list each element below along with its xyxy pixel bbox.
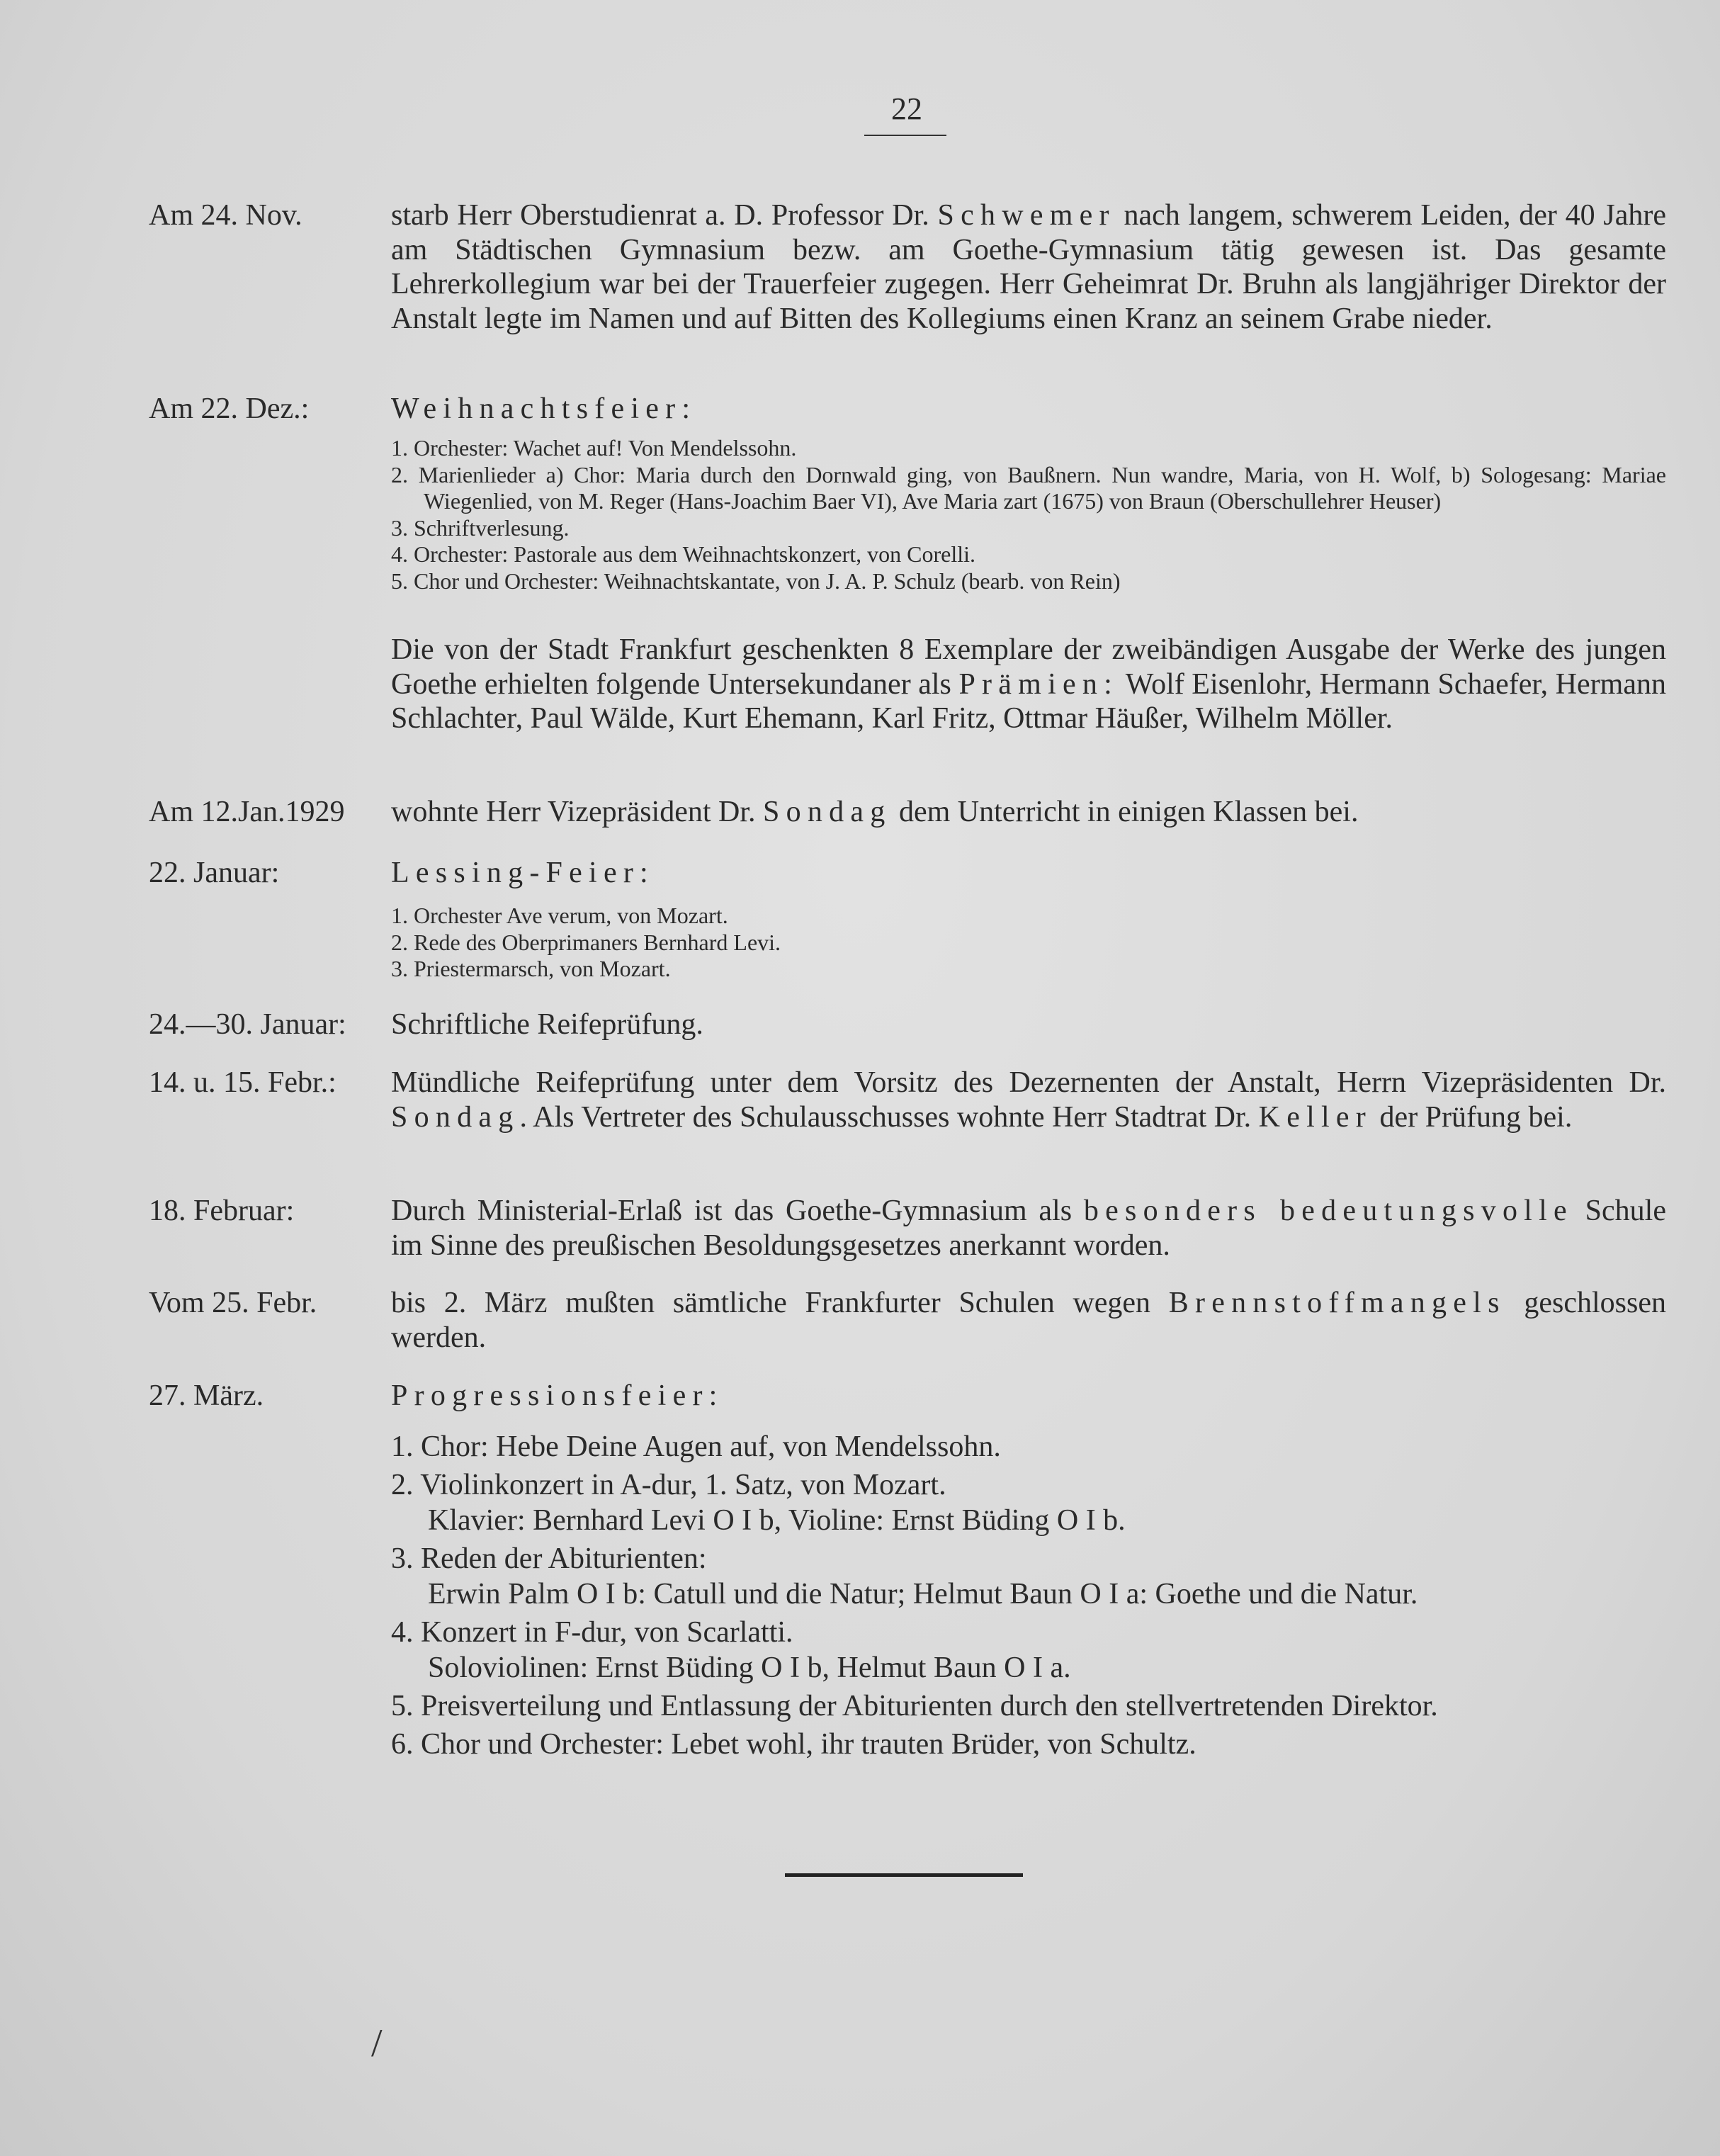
spaced-phrase: besonders bedeutungsvolle <box>1083 1195 1573 1227</box>
entry-text: Schriftliche Reifeprüfung. <box>391 1008 703 1041</box>
list-item: 5. Chor und Orchester: Weihnachtskantate, von J. A. P. Schulz (bearb. von Rein) <box>391 568 1121 594</box>
section-heading: Weihnachtsfeier: <box>391 393 697 425</box>
list-item: 5. Preisverteilung und Entlassung der Abiturienten durch den stellvertretenden Direktor. <box>391 1690 1438 1722</box>
list-item: 1. Orchester: Wachet auf! Von Mendelssohn. <box>391 435 797 461</box>
spaced-name: Sondag <box>763 796 892 828</box>
entry-date: 14. u. 15. Febr.: <box>149 1066 336 1099</box>
entry-date: Am 22. Dez.: <box>149 393 310 425</box>
praemien-paragraph: Die von der Stadt Frankfurt geschenkten 8 Exemplare der zweibändigen Ausgabe der Werke des jungen Goethe erhielten folgende Untersekundaner als Prämien: Wolf Eisenlohr, Hermann Schaefer, Hermann Schlachter, Paul Wälde, Kurt Ehemann, Karl Fritz, Ottmar Häußer, Wilhelm Möller. <box>391 633 1666 735</box>
entry-date: 24.—30. Januar: <box>149 1008 346 1041</box>
entry-text: Durch Ministerial-Erlaß ist das Goethe-Gymnasium als besonders bedeutungsvolle Schule im Sinne des preußischen Besoldungsgesetzes anerkannt worden. <box>391 1195 1666 1262</box>
entry-date: 18. Februar: <box>149 1195 295 1227</box>
list-item: 2. Violinkonzert in A-dur, 1. Satz, von Mozart. <box>391 1469 946 1501</box>
entry-text: starb Herr Oberstudienrat a. D. Professor Dr. Schwemer nach langem, schwerem Leiden, der 40 Jahre am Städtischen Gymnasium bezw. am Goethe-Gymnasium tätig gewesen ist. Das gesamte Lehrerkollegium war bei der Trauerfeier zugegen. Herr Geheimrat Dr. Bruhn als langjähriger Direktor der Anstalt legte im Namen und auf Bitten des Kollegiums einen Kranz an seinem Grabe nieder. <box>391 199 1666 335</box>
list-item: 3. Reden der Abiturienten: <box>391 1542 707 1575</box>
list-item: 4. Orchester: Pastorale aus dem Weihnachtskonzert, von Corelli. <box>391 541 976 567</box>
list-item: 1. Chor: Hebe Deine Augen auf, von Mendelssohn. <box>391 1430 1001 1463</box>
entry-date: 22. Januar: <box>149 857 280 889</box>
list-item: 2. Rede des Oberprimaners Bernhard Levi. <box>391 929 781 955</box>
program-list-weihnachtsfeier <box>391 435 1666 594</box>
list-item-detail: Klavier: Bernhard Levi O I b, Violine: Ernst Büding O I b. <box>428 1504 1126 1537</box>
section-heading: Progressionsfeier: <box>391 1379 724 1412</box>
list-item: 2. Marienlieder a) Chor: Maria durch den Dornwald ging, von Baußnern. Nun wandre, Maria, von H. Wolf, b) Sologesang: Mariae Wiegenlied, von M. Reger (Hans-Joachim Baer VI), Ave Maria zart (1675) von Braun (Oberschullehrer Heuser) <box>391 461 1666 514</box>
spaced-word: Prämien: <box>958 667 1119 701</box>
page-number-rule <box>864 135 946 136</box>
entry-text: Mündliche Reifeprüfung unter dem Vorsitz des Dezernenten der Anstalt, Herrn Vizepräsidenten Dr. Sondag. Als Vertreter des Schulausschusses wohnte Herr Stadtrat Dr. Keller der Prüfung bei. <box>391 1066 1666 1134</box>
entry-date: Am 12.Jan.1929 <box>149 796 345 828</box>
list-item: 3. Priestermarsch, von Mozart. <box>391 956 671 981</box>
entry-date: Vom 25. Febr. <box>149 1287 317 1319</box>
ink-mark: / <box>371 2021 383 2065</box>
list-item: 6. Chor und Orchester: Lebet wohl, ihr trauten Brüder, von Schultz. <box>391 1728 1196 1761</box>
page-number: 22 <box>891 91 922 126</box>
spaced-name: Sondag <box>391 1100 520 1134</box>
list-item-detail: Soloviolinen: Ernst Büding O I b, Helmut Baun O I a. <box>428 1652 1071 1684</box>
entry-text: wohnte Herr Vizepräsident Dr. Sondag dem Unterricht in einigen Klassen bei. <box>391 796 1359 828</box>
list-item: 1. Orchester Ave verum, von Mozart. <box>391 903 728 928</box>
spaced-word: Brennstoffmangels <box>1168 1287 1506 1319</box>
spaced-name: Keller <box>1258 1100 1373 1134</box>
section-heading: Lessing-Feier: <box>391 857 655 889</box>
list-item: 3. Schriftverlesung. <box>391 514 570 541</box>
list-item-detail: Erwin Palm O I b: Catull und die Natur; Helmut Baun O I a: Goethe und die Natur. <box>428 1578 1418 1610</box>
spaced-name: Schwemer <box>937 199 1116 232</box>
end-rule <box>785 1873 1023 1877</box>
entry-date: Am 24. Nov. <box>149 199 302 232</box>
program-list-lessing <box>391 903 1666 983</box>
entry-text: bis 2. März mußten sämtliche Frankfurter Schulen wegen Brennstoffmangels geschlossen werden. <box>391 1287 1666 1354</box>
program-list-progressionsfeier <box>391 1429 1666 1762</box>
entry-date: 27. März. <box>149 1379 264 1412</box>
list-item: 4. Konzert in F-dur, von Scarlatti. <box>391 1616 793 1649</box>
